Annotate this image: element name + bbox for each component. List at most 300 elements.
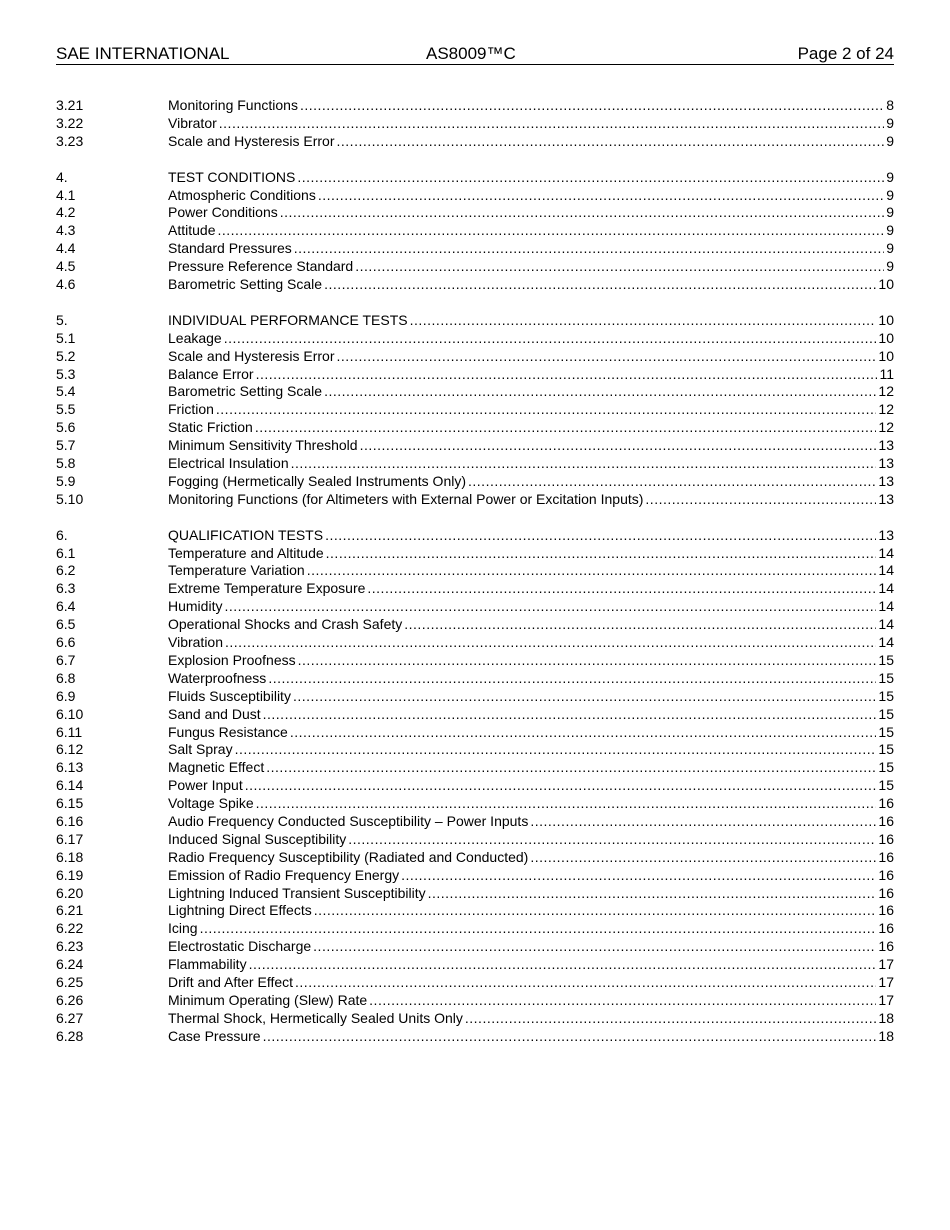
toc-entry-number: 6.25 (56, 973, 84, 990)
toc-entry-page: 14 (878, 616, 894, 633)
toc-entry-line (168, 652, 894, 670)
toc-entry-number: 4.1 (56, 186, 76, 203)
toc-entry-number: 4.6 (56, 276, 76, 293)
toc-entry-line (168, 867, 894, 885)
toc-entry-page: 16 (878, 866, 894, 883)
dot-leader (313, 938, 876, 956)
dot-leader (256, 366, 878, 384)
dot-leader (298, 652, 877, 670)
toc-entry-line (168, 759, 894, 777)
toc-entry-page: 12 (878, 401, 894, 418)
toc-entry-page: 13 (878, 526, 894, 543)
toc-entry-page: 17 (878, 973, 894, 990)
toc-entry-title: Voltage Spike (168, 795, 254, 812)
toc-entry-line (168, 222, 894, 240)
toc-entry-page: 15 (878, 741, 894, 758)
toc-entry-line (168, 169, 894, 187)
toc-entry-title: Attitude (168, 222, 216, 239)
dot-leader (225, 634, 876, 652)
toc-entry[interactable] (56, 956, 894, 974)
toc-entry[interactable] (56, 759, 894, 777)
dot-leader (326, 545, 877, 563)
toc-entry-page: 16 (878, 920, 894, 937)
toc-entry-page: 15 (878, 777, 894, 794)
toc-entry-page: 10 (878, 329, 894, 346)
dot-leader (249, 956, 877, 974)
toc-section (56, 527, 894, 1046)
toc-entry-number: 6.23 (56, 938, 84, 955)
dot-leader (224, 330, 877, 348)
dot-leader (295, 974, 876, 992)
toc-entry[interactable] (56, 902, 894, 920)
dot-leader (325, 527, 876, 545)
toc-entry-title: Electrical Insulation (168, 455, 289, 472)
toc-entry-line (168, 706, 894, 724)
toc-entry-number: 4.4 (56, 240, 76, 257)
dot-leader (294, 240, 884, 258)
toc-entry[interactable] (56, 992, 894, 1010)
toc-entry-page: 17 (878, 956, 894, 973)
toc-entry-title: Waterproofness (168, 669, 267, 686)
toc-entry-page: 16 (878, 848, 894, 865)
toc-entry-number: 6.28 (56, 1027, 84, 1044)
dot-leader (300, 97, 884, 115)
toc-entry[interactable] (56, 1028, 894, 1046)
toc-entry-line (168, 366, 894, 384)
dot-leader (355, 258, 884, 276)
toc-entry[interactable] (56, 348, 894, 366)
toc-entry-title: Case Pressure (168, 1027, 261, 1044)
toc-entry-number: 5.5 (56, 401, 76, 418)
toc-entry-page: 16 (878, 938, 894, 955)
toc-entry[interactable] (56, 401, 894, 419)
toc-entry[interactable] (56, 938, 894, 956)
dot-leader (224, 598, 876, 616)
toc-entry-title: Thermal Shock, Hermetically Sealed Units Only (168, 1009, 463, 1026)
dot-leader (337, 133, 885, 151)
toc-entry-number: 6.5 (56, 616, 76, 633)
dot-leader (324, 276, 876, 294)
toc-entry-number: 6.12 (56, 741, 84, 758)
dot-leader (219, 115, 884, 133)
toc-entry-number: 3.21 (56, 97, 84, 113)
toc-entry-line (168, 992, 894, 1010)
toc-entry-line (168, 598, 894, 616)
toc-entry-page: 17 (878, 991, 894, 1008)
toc-entry-page: 15 (878, 669, 894, 686)
toc-entry[interactable] (56, 795, 894, 813)
dot-leader (404, 616, 876, 634)
dot-leader (307, 562, 877, 580)
toc-entry[interactable] (56, 545, 894, 563)
dot-leader (428, 885, 877, 903)
toc-entry[interactable] (56, 670, 894, 688)
toc-entry-page: 9 (886, 240, 894, 257)
toc-entry-page: 16 (878, 884, 894, 901)
toc-entry[interactable] (56, 473, 894, 491)
toc-entry-number: 3.22 (56, 114, 84, 131)
toc-entry-page: 9 (886, 114, 894, 131)
toc-entry-line (168, 670, 894, 688)
dot-leader (324, 383, 876, 401)
dot-leader (468, 473, 876, 491)
table-of-contents (56, 97, 894, 1064)
toc-entry[interactable] (56, 885, 894, 903)
toc-entry-line (168, 330, 894, 348)
dot-leader (255, 419, 877, 437)
toc-entry-number: 6.14 (56, 777, 84, 794)
toc-entry-number: 6.6 (56, 634, 76, 651)
toc-entry-line (168, 795, 894, 813)
toc-entry[interactable] (56, 455, 894, 473)
toc-entry[interactable] (56, 724, 894, 742)
toc-entry-page: 8 (886, 97, 894, 113)
toc-entry-title: Sand and Dust (168, 705, 261, 722)
toc-entry-number: 6.20 (56, 884, 84, 901)
toc-section (56, 169, 894, 294)
toc-entry-line (168, 258, 894, 276)
page-header (56, 44, 894, 65)
toc-entry-line (168, 956, 894, 974)
toc-entry-line (168, 902, 894, 920)
toc-entry[interactable] (56, 706, 894, 724)
dot-leader (530, 813, 876, 831)
toc-entry-number: 5.6 (56, 419, 76, 436)
toc-entry-title: Pressure Reference Standard (168, 258, 354, 275)
dot-leader (314, 902, 877, 920)
toc-entry-number: 6.2 (56, 562, 76, 579)
toc-entry-line (168, 849, 894, 867)
toc-entry-title: Monitoring Functions (for Altimeters with External Power or Excitation Inputs) (168, 490, 644, 507)
toc-entry[interactable] (56, 312, 894, 330)
dot-leader (360, 437, 877, 455)
toc-entry[interactable] (56, 187, 894, 205)
dot-leader (318, 187, 884, 205)
dot-leader (263, 1028, 877, 1046)
dot-leader (290, 724, 877, 742)
dot-leader (280, 204, 884, 222)
toc-entry-number: 5.9 (56, 472, 76, 489)
toc-entry-page: 9 (886, 168, 894, 185)
toc-entry-line (168, 527, 894, 545)
toc-entry-page: 11 (879, 365, 894, 382)
toc-entry-line (168, 777, 894, 795)
dot-leader (216, 401, 877, 419)
toc-entry-title: Audio Frequency Conducted Susceptibility – Power Inputs (168, 812, 529, 829)
dot-leader (235, 741, 877, 759)
toc-entry-page: 16 (878, 902, 894, 919)
publisher-name: SAE INTERNATIONAL (56, 44, 230, 63)
toc-entry-line (168, 455, 894, 473)
dot-leader (263, 706, 877, 724)
toc-entry-number: 6.17 (56, 830, 84, 847)
toc-entry-title: Atmospheric Conditions (168, 186, 316, 203)
toc-entry-number: 6.7 (56, 651, 76, 668)
toc-entry-title: Barometric Setting Scale (168, 276, 323, 293)
toc-entry-number: 5.10 (56, 490, 84, 507)
toc-entry-title: Operational Shocks and Crash Safety (168, 616, 403, 633)
toc-entry-title: Temperature Variation (168, 562, 305, 579)
toc-entry-number: 6.10 (56, 705, 84, 722)
toc-entry[interactable] (56, 222, 894, 240)
toc-entry-title: Induced Signal Susceptibility (168, 830, 347, 847)
toc-entry-page: 10 (878, 347, 894, 364)
toc-entry-title: Temperature and Altitude (168, 544, 324, 561)
toc-entry[interactable] (56, 974, 894, 992)
toc-entry-number: 4. (56, 168, 68, 185)
toc-entry-number: 6.24 (56, 956, 84, 973)
toc-entry-line (168, 97, 894, 115)
toc-entry[interactable] (56, 133, 894, 151)
toc-entry-line (168, 1028, 894, 1046)
toc-entry-number: 6.21 (56, 902, 84, 919)
dot-leader (410, 312, 877, 330)
toc-entry-title: Scale and Hysteresis Error (168, 347, 335, 364)
toc-entry[interactable] (56, 813, 894, 831)
toc-entry-title: Lightning Direct Effects (168, 902, 312, 919)
toc-entry-number: 6.3 (56, 580, 76, 597)
toc-entry[interactable] (56, 437, 894, 455)
toc-entry-title: Fogging (Hermetically Sealed Instruments Only) (168, 472, 467, 489)
toc-entry[interactable] (56, 240, 894, 258)
toc-entry-page: 9 (886, 204, 894, 221)
toc-entry-title: Salt Spray (168, 741, 233, 758)
toc-entry-number: 5.4 (56, 383, 76, 400)
toc-entry-line (168, 187, 894, 205)
toc-entry-page: 15 (878, 759, 894, 776)
toc-entry-number: 5.8 (56, 455, 76, 472)
toc-entry-page: 15 (878, 723, 894, 740)
toc-entry-line (168, 920, 894, 938)
dot-leader (266, 759, 876, 777)
toc-entry-title: Minimum Sensitivity Threshold (168, 437, 358, 454)
toc-entry-line (168, 724, 894, 742)
toc-entry-line (168, 115, 894, 133)
toc-entry[interactable] (56, 115, 894, 133)
toc-entry-line (168, 473, 894, 491)
toc-entry-title: Drift and After Effect (168, 973, 294, 990)
toc-entry-title: Fluids Susceptibility (168, 687, 291, 704)
toc-entry-number: 5.7 (56, 437, 76, 454)
toc-entry[interactable] (56, 652, 894, 670)
toc-entry-line (168, 688, 894, 706)
toc-entry-title: INDIVIDUAL PERFORMANCE TESTS (168, 311, 408, 328)
toc-entry-title: Power Conditions (168, 204, 278, 221)
toc-entry[interactable] (56, 258, 894, 276)
toc-entry-title: Power Input (168, 777, 243, 794)
toc-entry-page: 10 (878, 311, 894, 328)
toc-entry-line (168, 419, 894, 437)
toc-entry-title: Fungus Resistance (168, 723, 288, 740)
toc-entry-page: 9 (886, 132, 894, 149)
toc-entry[interactable] (56, 97, 894, 115)
toc-entry-page: 14 (878, 598, 894, 615)
toc-entry-page: 13 (878, 437, 894, 454)
toc-entry-page: 16 (878, 830, 894, 847)
toc-entry[interactable] (56, 616, 894, 634)
toc-entry-page: 18 (878, 1009, 894, 1026)
document-number: AS8009™C (426, 44, 516, 63)
toc-entry-title: Vibration (168, 634, 224, 651)
dot-leader (465, 1010, 877, 1028)
toc-entry[interactable] (56, 527, 894, 545)
toc-entry-page: 13 (878, 472, 894, 489)
toc-entry-number: 6.8 (56, 669, 76, 686)
dot-leader (530, 849, 876, 867)
dot-leader (200, 920, 877, 938)
toc-entry-page: 9 (886, 186, 894, 203)
toc-entry-line (168, 437, 894, 455)
toc-entry-number: 3.23 (56, 132, 84, 149)
toc-entry-line (168, 240, 894, 258)
dot-leader (291, 455, 877, 473)
toc-entry[interactable] (56, 634, 894, 652)
toc-entry-page: 14 (878, 544, 894, 561)
toc-entry-title: Radio Frequency Susceptibility (Radiated and Conducted) (168, 848, 529, 865)
toc-entry-title: Magnetic Effect (168, 759, 265, 776)
toc-entry-page: 15 (878, 705, 894, 722)
toc-entry-number: 5. (56, 311, 68, 328)
toc-entry-line (168, 133, 894, 151)
dot-leader (645, 491, 876, 509)
toc-entry[interactable] (56, 598, 894, 616)
dot-leader (245, 777, 877, 795)
dot-leader (293, 688, 876, 706)
dot-leader (297, 169, 884, 187)
dot-leader (367, 580, 876, 598)
toc-entry-number: 6.9 (56, 687, 76, 704)
toc-entry-line (168, 204, 894, 222)
toc-entry-line (168, 885, 894, 903)
toc-entry-page: 14 (878, 580, 894, 597)
toc-entry-title: Monitoring Functions (168, 97, 298, 113)
toc-entry-line (168, 562, 894, 580)
toc-entry[interactable] (56, 831, 894, 849)
toc-entry-page: 13 (878, 455, 894, 472)
toc-entry-number: 5.1 (56, 329, 76, 346)
toc-entry-page: 9 (886, 222, 894, 239)
toc-entry-title: Balance Error (168, 365, 254, 382)
toc-entry-title: Barometric Setting Scale (168, 383, 323, 400)
toc-entry-title: Standard Pressures (168, 240, 292, 257)
dot-leader (369, 992, 876, 1010)
toc-entry-title: Scale and Hysteresis Error (168, 132, 335, 149)
toc-entry-page: 9 (886, 258, 894, 275)
toc-entry-title: Icing (168, 920, 198, 937)
toc-entry[interactable] (56, 920, 894, 938)
toc-entry-title: TEST CONDITIONS (168, 168, 296, 185)
dot-leader (268, 670, 876, 688)
toc-entry-number: 6.11 (56, 723, 83, 740)
toc-entry-line (168, 974, 894, 992)
toc-entry-title: Minimum Operating (Slew) Rate (168, 991, 368, 1008)
toc-section (56, 97, 894, 151)
toc-entry[interactable] (56, 688, 894, 706)
toc-entry-line (168, 938, 894, 956)
toc-entry[interactable] (56, 276, 894, 294)
toc-entry-line (168, 383, 894, 401)
toc-entry-title: Humidity (168, 598, 223, 615)
dot-leader (401, 867, 876, 885)
toc-entry-number: 4.5 (56, 258, 76, 275)
toc-entry-number: 6.15 (56, 795, 84, 812)
toc-entry-line (168, 813, 894, 831)
toc-entry[interactable] (56, 383, 894, 401)
toc-entry[interactable] (56, 777, 894, 795)
toc-entry-line (168, 741, 894, 759)
toc-entry-title: Vibrator (168, 114, 217, 131)
toc-entry[interactable] (56, 741, 894, 759)
toc-entry-page: 14 (878, 634, 894, 651)
toc-entry[interactable] (56, 491, 894, 509)
toc-entry-title: Emission of Radio Frequency Energy (168, 866, 400, 883)
toc-entry-page: 12 (878, 419, 894, 436)
toc-entry-number: 6. (56, 526, 68, 543)
toc-section (56, 312, 894, 509)
toc-entry-number: 6.27 (56, 1009, 84, 1026)
toc-entry[interactable] (56, 330, 894, 348)
toc-entry-number: 5.3 (56, 365, 76, 382)
toc-entry-line (168, 580, 894, 598)
toc-entry-page: 15 (878, 651, 894, 668)
toc-entry-line (168, 634, 894, 652)
toc-entry-title: Leakage (168, 329, 222, 346)
toc-entry-line (168, 491, 894, 509)
toc-entry[interactable] (56, 366, 894, 384)
toc-entry-line (168, 831, 894, 849)
toc-entry-number: 6.4 (56, 598, 76, 615)
toc-entry[interactable] (56, 1010, 894, 1028)
toc-entry-title: Extreme Temperature Exposure (168, 580, 366, 597)
toc-entry-line (168, 312, 894, 330)
dot-leader (337, 348, 877, 366)
toc-entry-title: Lightning Induced Transient Susceptibility (168, 884, 426, 901)
toc-entry[interactable] (56, 580, 894, 598)
dot-leader (256, 795, 877, 813)
toc-entry-number: 6.18 (56, 848, 84, 865)
toc-entry-line (168, 616, 894, 634)
toc-entry[interactable] (56, 562, 894, 580)
page-number: Page 2 of 24 (797, 44, 894, 63)
toc-entry-title: Flammability (168, 956, 247, 973)
toc-entry-page: 18 (878, 1027, 894, 1044)
toc-entry-number: 6.19 (56, 866, 84, 883)
toc-entry-line (168, 545, 894, 563)
toc-entry-line (168, 348, 894, 366)
dot-leader (217, 222, 884, 240)
toc-entry-title: Static Friction (168, 419, 253, 436)
toc-entry-number: 6.26 (56, 991, 84, 1008)
toc-entry-page: 14 (878, 562, 894, 579)
toc-entry-line (168, 1010, 894, 1028)
toc-entry-title: Explosion Proofness (168, 651, 296, 668)
toc-entry[interactable] (56, 169, 894, 187)
toc-entry-page: 12 (878, 383, 894, 400)
toc-entry-number: 6.16 (56, 812, 84, 829)
toc-entry-line (168, 401, 894, 419)
toc-entry-page: 16 (878, 812, 894, 829)
toc-entry[interactable] (56, 867, 894, 885)
toc-entry-number: 4.2 (56, 204, 76, 221)
toc-entry-number: 4.3 (56, 222, 76, 239)
toc-entry-title: QUALIFICATION TESTS (168, 526, 324, 543)
toc-entry[interactable] (56, 204, 894, 222)
toc-entry-page: 10 (878, 276, 894, 293)
toc-entry-page: 15 (878, 687, 894, 704)
toc-entry[interactable] (56, 849, 894, 867)
toc-entry[interactable] (56, 419, 894, 437)
toc-entry-number: 6.22 (56, 920, 84, 937)
